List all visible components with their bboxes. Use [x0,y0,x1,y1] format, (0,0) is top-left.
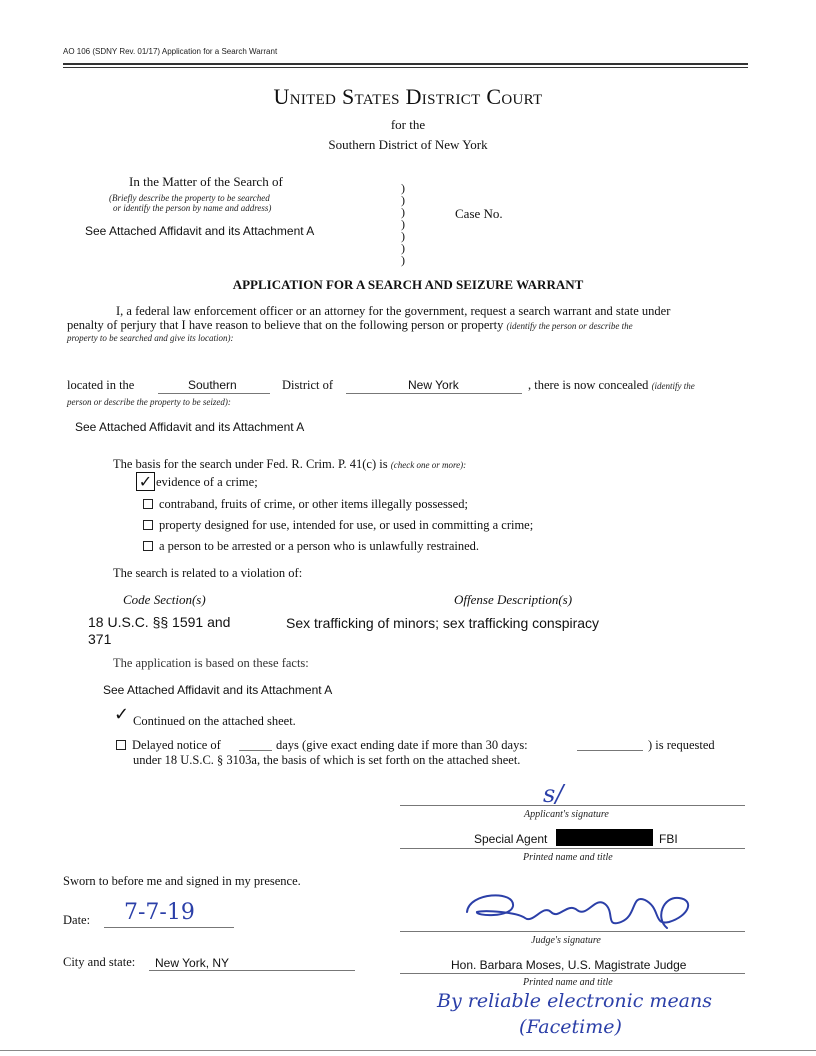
applicant-signature-label: Applicant's signature [524,809,609,820]
offense-header: Offense Description(s) [454,592,573,607]
basis-label-text: The basis for the search under Fed. R. Crim. P. 41(c) is [113,457,388,471]
matter-heading: In the Matter of the Search of [129,174,283,189]
person-label: a person to be arrested or a person who is unlawfully restrained. [159,539,480,553]
intro-line-3: property to be searched and give its location): [67,333,234,343]
handwritten-note-1: By reliable electronic means [437,990,712,1012]
applicant-name-line [400,848,745,849]
page-bottom-edge [0,1050,816,1051]
header-rule [63,63,748,65]
city-value: New York, NY [155,956,230,970]
header-rule-thin [63,67,748,68]
continued-label: Continued on the attached sheet. [133,714,296,728]
city-line [149,970,355,971]
date-label: Date: [63,913,91,927]
delayed-text-b: days (give exact ending date if more than 30 days: [276,738,528,752]
applicant-signature-line [400,805,745,806]
basis-label [113,457,466,472]
delayed-date-line [577,750,643,751]
court-for: for the [390,117,426,132]
district-value: Southern [188,378,237,392]
property-checkbox[interactable] [143,520,153,530]
delayed-text-c: ) is requested [648,738,715,752]
property-label: property designed for use, intended for use, or used in committing a crime; [159,518,534,532]
delayed-days-line [239,750,272,751]
applicant-signature: s/ [543,780,564,808]
seized-value: See Attached Affidavit and its Attachment A [75,420,305,434]
application-title: APPLICATION FOR A SEARCH AND SEIZURE WARRANT [232,277,584,292]
paren-column: ) ) ) ) ) ) ) [401,181,405,267]
code-value-2: 371 [88,631,112,647]
contraband-label: contraband, fruits of crime, or other items illegally possessed; [159,497,468,511]
date-line [104,927,234,928]
judge-name-line [400,973,745,974]
applicant-printed-label: Printed name and title [523,852,613,863]
intro-line-2 [67,318,633,333]
located-label: located in the [67,378,135,392]
judge-signature-scribble [455,882,705,942]
judge-signature-label: Judge's signature [531,935,601,946]
case-no-label: Case No. [455,206,503,221]
offense-value: Sex trafficking of minors; sex trafficking conspiracy [286,615,600,631]
intro-line-2-instruction: (identify the person or describe the [506,321,633,331]
delayed-line-2: under 18 U.S.C. § 3103a, the basis of which is set forth on the attached sheet. [133,753,521,767]
intro-line-1: I, a federal law enforcement officer or an attorney for the government, request a search warrant and state under [116,304,671,318]
matter-instruction-1: (Briefly describe the property to be searched [109,193,270,203]
delayed-checkbox[interactable] [116,740,126,750]
concealed-instruction-2: person or describe the property to be seized): [67,397,231,407]
concealed-label [528,378,695,393]
facts-label: The application is based on these facts: [113,656,309,670]
code-value-1: 18 U.S.C. §§ 1591 and [88,614,231,630]
code-header: Code Section(s) [123,592,206,607]
judge-printed-label: Printed name and title [523,977,613,988]
applicant-name: Special Agent [474,832,548,846]
delayed-text-a: Delayed notice of [132,738,221,752]
matter-value: See Attached Affidavit and its Attachment A [85,224,315,238]
concealed-label-text: , there is now concealed [528,378,649,392]
matter-instruction-2: or identify the person by name and address) [113,203,272,213]
facts-value: See Attached Affidavit and its Attachment A [103,683,333,697]
form-id: AO 106 (SDNY Rev. 01/17) Application for a Search Warrant [63,47,278,56]
district-field-line [158,393,270,394]
state-value: New York [408,378,459,392]
redaction-block [556,829,653,846]
intro-line-2-text: penalty of perjury that I have reason to believe that on the following person or property [67,318,504,332]
date-value: 7-7-19 [124,900,195,925]
basis-option-contraband [143,497,468,512]
basis-instruction: (check one or more): [390,460,467,470]
evidence-checkbox[interactable]: ✓ [136,472,155,491]
judge-name: Hon. Barbara Moses, U.S. Magistrate Judge [451,958,687,972]
city-label: City and state: [63,955,136,969]
court-district: Southern District of New York [328,137,488,152]
basis-option-evidence: evidence of a crime; [156,475,258,489]
basis-option-person [143,539,479,554]
violation-label: The search is related to a violation of: [113,566,303,580]
court-title: United States District Court [273,84,543,109]
basis-option-property [143,518,533,533]
continued-check-mark[interactable]: ✓ [114,704,130,725]
concealed-instruction: (identify the [651,381,695,391]
applicant-agency: FBI [659,832,678,846]
district-label: District of [282,378,334,392]
judge-signature-line [400,931,745,932]
handwritten-note-2: (Facetime) [519,1016,622,1038]
state-field-line [346,393,522,394]
person-checkbox[interactable] [143,541,153,551]
contraband-checkbox[interactable] [143,499,153,509]
sworn-label: Sworn to before me and signed in my presence. [63,874,301,888]
delayed-line-1 [116,738,221,753]
